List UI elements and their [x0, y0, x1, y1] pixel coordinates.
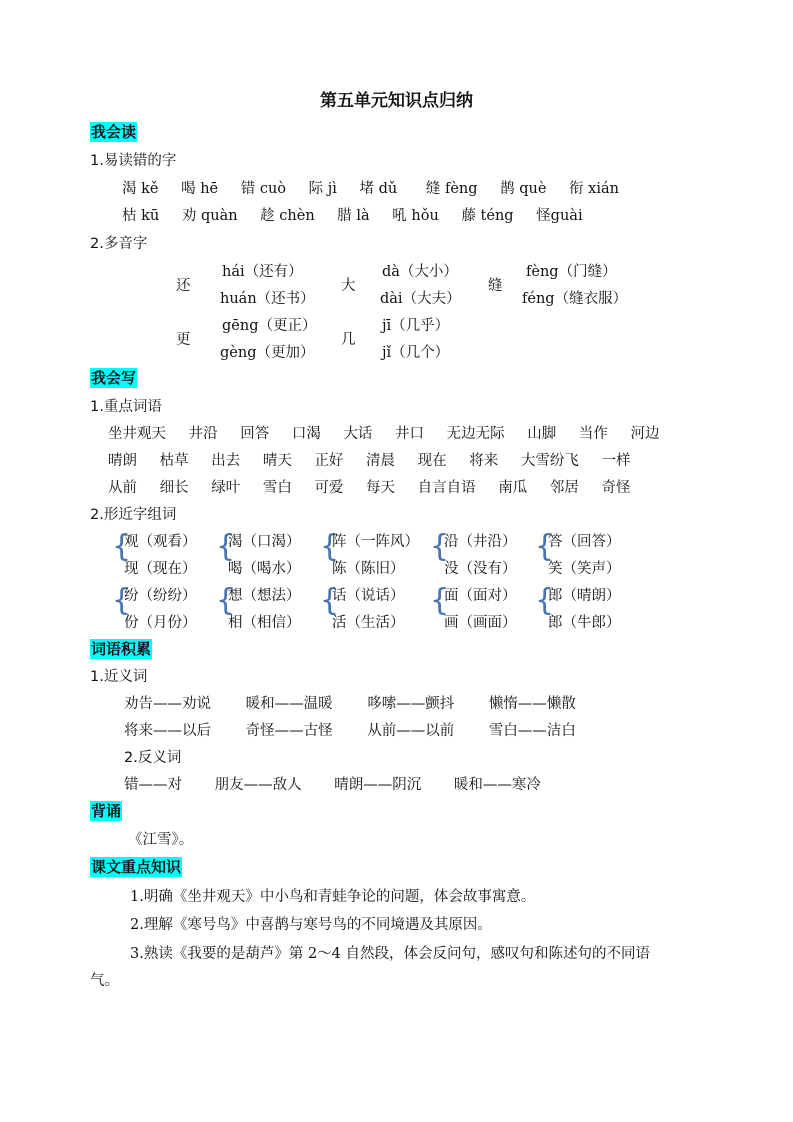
misread-item: 堵 dǔ [359, 181, 398, 197]
misread-item: 际 jì [308, 181, 337, 197]
misread-item: 鹊 què [500, 181, 547, 197]
similar-char: 郎（晴朗） [548, 588, 621, 604]
key-word: 雪白 [262, 480, 292, 496]
section-key-points-label: 课文重点知识 [91, 858, 182, 876]
key-word: 当作 [578, 426, 608, 442]
synonym-pair: 从前——以前 [367, 723, 455, 739]
misread-item: 怪guài [536, 208, 583, 224]
polyphone-reading: féng（缝衣服） [522, 291, 628, 307]
key-word: 绿叶 [211, 480, 241, 496]
similar-char: 答（回答） [548, 534, 621, 550]
synonym-pair: 懒惰——懒散 [488, 696, 576, 712]
polyphone-reading: dài（大夫） [380, 291, 461, 307]
key-words-row-1 [108, 422, 677, 443]
key-words-row-3 [108, 476, 648, 497]
misread-item: 喝 hē [181, 181, 219, 197]
similar-char: 相（相信） [228, 615, 301, 631]
antonym-pair: 暖和——寒冷 [453, 777, 541, 793]
polyphone-heading: 2.多音字 [90, 236, 148, 252]
misread-item: 吼 hǒu [392, 208, 439, 224]
similar-chars-heading: 2.形近字组词 [90, 507, 177, 523]
easy-misread-heading: 1.易读错的字 [90, 153, 177, 169]
synonym-pair: 雪白——洁白 [488, 723, 576, 739]
similar-char: 观（观看） [124, 534, 197, 550]
brace-icon: { [430, 583, 450, 618]
key-word: 一样 [601, 453, 631, 469]
brace-icon: { [112, 529, 132, 564]
similar-char: 面（面对） [444, 588, 517, 604]
synonym-pair: 暖和——温暖 [245, 696, 333, 712]
antonyms-heading: 2.反义词 [124, 750, 182, 766]
key-word: 现在 [417, 453, 447, 469]
brace-icon: { [216, 529, 236, 564]
brace-icon: { [535, 529, 555, 564]
section-accumulate [90, 638, 152, 659]
section-write [90, 367, 137, 388]
polyphone-reading: huán（还书） [220, 291, 315, 307]
similar-char: 份（月份） [124, 615, 197, 631]
key-word: 细长 [159, 480, 189, 496]
polyphone-char: 缝 [488, 278, 503, 294]
brace-icon: { [112, 583, 132, 618]
misread-item: 渴 kě [122, 181, 159, 197]
polyphone-reading: dà（大小） [382, 264, 458, 280]
synonyms-row-2 [124, 719, 594, 740]
key-word: 晴天 [262, 453, 292, 469]
section-recite [90, 800, 122, 821]
recite-text: 《江雪》。 [128, 832, 194, 848]
similar-char: 沿（井沿） [444, 534, 517, 550]
key-word: 无边无际 [446, 426, 505, 442]
polyphone-char: 几 [341, 332, 356, 348]
similar-char: 没（没有） [444, 561, 517, 577]
antonyms-row-1 [124, 773, 559, 794]
synonyms-row-1 [124, 692, 594, 713]
key-word: 清晨 [366, 453, 396, 469]
polyphone-char: 还 [176, 278, 191, 294]
similar-char: 纷（纷纷） [124, 588, 197, 604]
section-read-label: 我会读 [91, 123, 137, 141]
synonym-pair: 劝告——劝说 [124, 696, 211, 712]
misread-row-1 [122, 177, 637, 198]
misread-item: 衔 xián [569, 181, 619, 197]
key-word: 回答 [240, 426, 270, 442]
key-word: 枯草 [159, 453, 189, 469]
key-word: 大话 [343, 426, 373, 442]
key-words-heading: 1.重点词语 [90, 399, 162, 415]
similar-char: 活（生活） [332, 615, 405, 631]
brace-icon: { [320, 583, 340, 618]
misread-item: 劝 quàn [181, 208, 238, 224]
antonym-pair: 晴朗——阴沉 [334, 777, 422, 793]
key-word: 大雪纷飞 [520, 453, 579, 469]
similar-char: 画（画面） [444, 615, 517, 631]
key-words-row-2 [108, 449, 648, 470]
synonyms-heading: 1.近义词 [90, 669, 148, 685]
synonym-pair: 奇怪——古怪 [245, 723, 333, 739]
similar-char: 笑（笑声） [548, 561, 621, 577]
antonym-pair: 错——对 [124, 777, 182, 793]
key-word: 坐井观天 [108, 426, 166, 442]
misread-item: 藤 téng [461, 208, 514, 224]
key-word: 山脚 [527, 426, 557, 442]
similar-char: 想（想法） [228, 588, 301, 604]
similar-char: 郎（牛郎） [548, 615, 621, 631]
misread-row-2 [122, 204, 601, 225]
key-word: 河边 [630, 426, 660, 442]
polyphone-char: 更 [176, 332, 191, 348]
knowledge-point-1: 1.明确《坐井观天》中小鸟和青蛙争论的问题，体会故事寓意。 [130, 889, 536, 905]
polyphone-reading: jǐ（几个） [382, 345, 450, 361]
section-read [90, 121, 137, 142]
misread-item: 趁 chèn [260, 208, 315, 224]
brace-icon: { [320, 529, 340, 564]
key-word: 从前 [108, 480, 137, 496]
polyphone-reading: hái（还有） [222, 264, 303, 280]
antonym-pair: 朋友——敌人 [214, 777, 302, 793]
polyphone-char: 大 [341, 278, 356, 294]
similar-char: 陈（陈旧） [332, 561, 405, 577]
section-key-points [90, 856, 182, 877]
key-word: 出去 [211, 453, 241, 469]
misread-item: 枯 kū [122, 208, 160, 224]
section-recite-label: 背诵 [91, 802, 122, 820]
synonym-pair: 哆嗦——颤抖 [367, 696, 455, 712]
polyphone-reading: jī（几乎） [382, 318, 450, 334]
section-accumulate-label: 词语积累 [91, 640, 152, 658]
key-word: 井沿 [188, 426, 218, 442]
similar-char: 喝（喝水） [228, 561, 301, 577]
brace-icon: { [535, 583, 555, 618]
key-word: 南瓜 [498, 480, 528, 496]
similar-char: 现（现在） [124, 561, 197, 577]
key-word: 每天 [366, 480, 396, 496]
key-word: 晴朗 [108, 453, 137, 469]
key-word: 可爱 [314, 480, 344, 496]
similar-char: 阵（一阵风） [332, 534, 419, 550]
misread-item: 缝 fèng [425, 181, 478, 197]
page-title: 第五单元知识点归纳 [320, 91, 473, 111]
key-word: 奇怪 [601, 480, 631, 496]
key-word: 自言自语 [417, 480, 476, 496]
misread-item: 错 cuò [240, 181, 287, 197]
synonym-pair: 将来——以后 [124, 723, 211, 739]
brace-icon: { [430, 529, 450, 564]
key-word: 井口 [395, 426, 425, 442]
misread-item: 腊 là [337, 208, 370, 224]
brace-icon: { [216, 583, 236, 618]
knowledge-point-3-continued: 气。 [90, 973, 119, 989]
knowledge-point-3: 3.熟读《我要的是葫芦》第 2～4 自然段，体会反问句，感叹句和陈述句的不同语 [130, 946, 651, 962]
polyphone-reading: fèng（门缝） [526, 264, 617, 280]
polyphone-reading: gēng（更正） [222, 318, 317, 334]
key-word: 口渴 [291, 426, 321, 442]
key-word: 将来 [469, 453, 499, 469]
section-write-label: 我会写 [91, 369, 137, 387]
key-word: 正好 [314, 453, 344, 469]
polyphone-reading: gèng（更加） [220, 345, 315, 361]
key-word: 邻居 [549, 480, 579, 496]
similar-char: 渴（口渴） [228, 534, 301, 550]
knowledge-point-2: 2.理解《寒号鸟》中喜鹊与寒号鸟的不同境遇及其原因。 [130, 917, 492, 933]
similar-char: 话（说话） [332, 588, 405, 604]
